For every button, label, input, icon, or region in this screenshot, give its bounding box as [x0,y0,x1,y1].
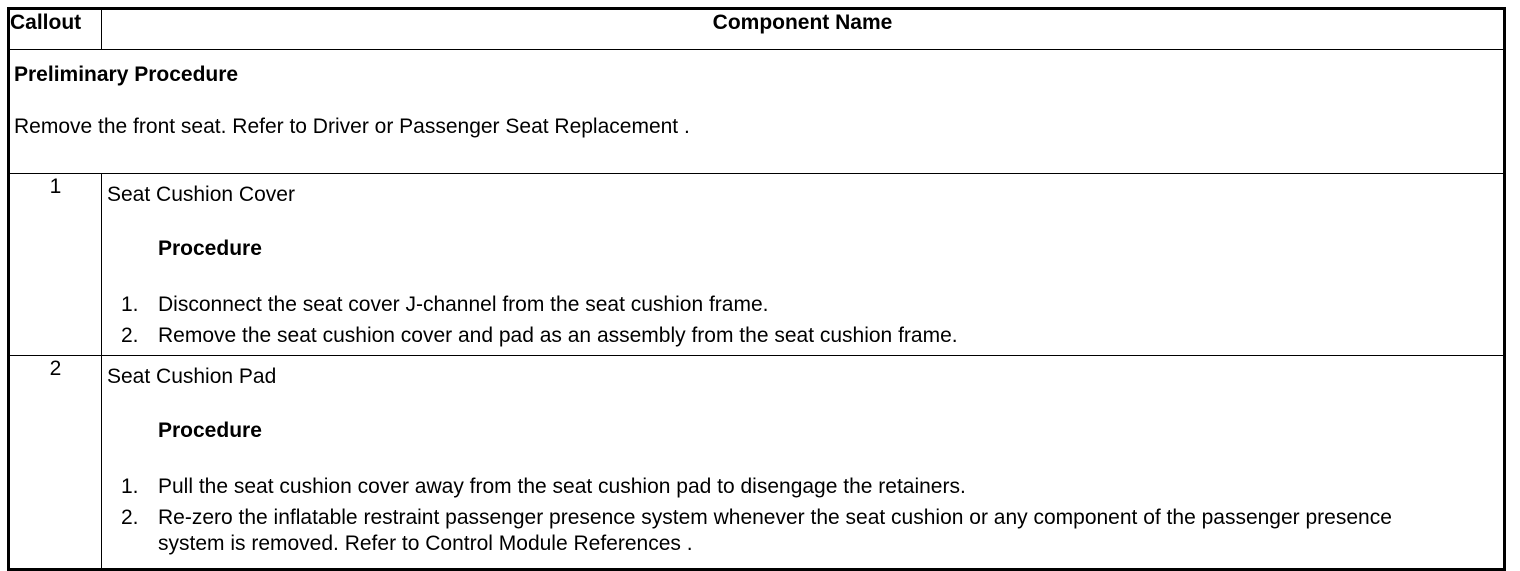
component-name: Seat Cushion Pad [107,364,277,388]
step-text: Remove the seat cushion cover and pad as an assembly from the seat cushion frame. [158,324,958,348]
step-number: 2. [121,324,139,348]
table-row [9,174,1505,356]
procedure-label: Procedure [158,418,262,442]
table-row [9,355,1505,569]
callout-number: 2 [9,355,102,569]
procedure-label: Procedure [158,237,262,260]
component-name-header: Component Name [102,9,1505,50]
component-cell [102,355,1505,569]
step-number: 2. [121,505,139,529]
component-name: Seat Cushion Cover [107,183,295,206]
preliminary-row [9,50,1505,174]
procedure-step [121,474,1503,500]
step-text: Pull the seat cushion cover away from the seat cushion pad to disengage the retainers. [158,474,966,498]
preliminary-title: Preliminary Procedure [14,63,239,86]
procedure-step [121,505,1503,558]
callout-header: Callout [9,9,102,50]
preliminary-text: Remove the front seat. Refer to Driver or Passenger Seat Replacement . [14,115,690,138]
preliminary-cell [9,50,1505,174]
step-number: 1. [121,474,139,498]
component-table [7,7,1506,571]
header-row [9,9,1505,50]
step-number: 1. [121,293,139,316]
step-text: Disconnect the seat cover J-channel from the seat cushion frame. [158,293,769,316]
procedure-steps [102,292,1503,350]
procedure-step [121,323,1503,349]
procedure-step [121,292,1503,318]
callout-number: 1 [9,174,102,356]
procedure-steps [102,474,1503,558]
step-text: Re-zero the inflatable restraint passenger presence system whenever the seat cushion or any component of the passenger presence system is removed. Refer to Control Module References . [158,505,1392,555]
component-cell [102,174,1505,356]
